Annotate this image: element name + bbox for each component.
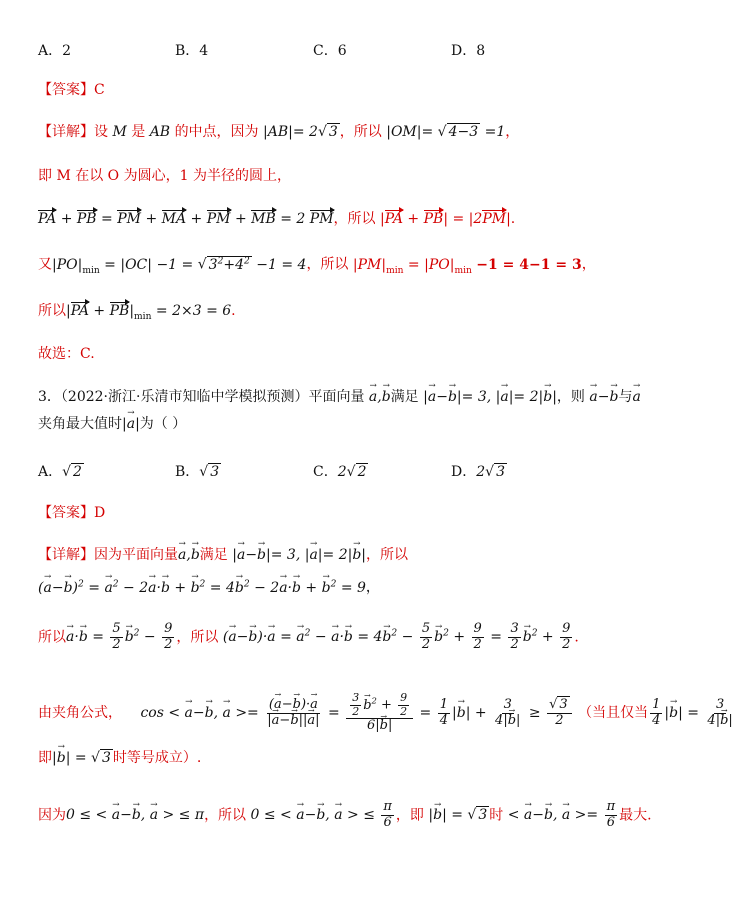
detail-q2-line2: 即 M 在以 O 为圆心，1 为半径的圆上， bbox=[38, 168, 291, 184]
detail-q3-line3: 所以→ a·→ b = $\frac{5}{2}$ → $b^2$ − $\frac{9}{2}$ ，所以 (→ a−→ b)·→ a = → $a^2$ − → $a\cdot\to b = 4\to b^2$ − $\frac{5}{2}$ → $b^2$ + $\frac{9}{2}$ = $\frac{3}{2}$ → $b^2$ + $\frac{9}{2}$ . bbox=[38, 622, 579, 653]
conclusion-q2: 故选：C. bbox=[38, 346, 95, 362]
detail-q3-line5: 即|→ b| = √ 3 时等号成立）. bbox=[38, 750, 201, 767]
q3-choice-b: B．√ 3 bbox=[175, 464, 220, 480]
choice-b: B．4 bbox=[175, 43, 209, 59]
detail-q3-line6: 因为0 ≤ < → a−→ b, → a > ≤ π，所以 0 ≤ < → a−→ b, → a > ≤ $\frac{\pi}{6}$ ，即 |→ b| = √ 3 时 < → a−→ b, → a >= $\frac{\pi}{6}$ 最大. bbox=[38, 800, 652, 831]
q3-stem-line2: 夹角最大值时|→ a|为（ ） bbox=[38, 416, 186, 433]
detail-q2-line1: 【详解】设 M 是 AB 的中点，因为 |AB|= 2√ 3 ，所以 |OM|= √ 4−3 =1， bbox=[38, 124, 520, 140]
choice-c: C．6 bbox=[313, 43, 347, 59]
choice-d: D．8 bbox=[451, 43, 486, 59]
detail-q2-line3: PA + PB = PM + MA + PM + MB = 2 PM，所以 |PA + PB| = |2PM|. bbox=[38, 211, 516, 227]
detail-q3-line1: 【详解】因为平面向量→ a,→ b满足 |→ a−→ b|= 3, |→ a|= 2|→ b|，所以 bbox=[38, 547, 408, 564]
answer-q2: 【答案】C bbox=[38, 82, 105, 98]
detail-q2-line5: 所以$|PA + PB|_{min} = 2\times 3 = 6$. bbox=[38, 303, 236, 322]
q3-choice-c: C．2√ 2 bbox=[313, 464, 367, 480]
choice-a: A．2 bbox=[38, 43, 72, 59]
detail-q3-line4: 由夹角公式， cos < → a−→ b, → a >= $\frac{(\to a-\to b)\cdot\to a}{|\to a-\to b||\to a|}$ = $\frac{3}{2}$ → $b^2$ + $\frac{9}{2}$ 6|→ b| = $\frac{1}{4}$ |→ b| + $\frac{3}{4|\to b|}$ ≥ $\frac{√ 3}{2}$ （当且仅当 $\frac{1}{4}$ |→ b| = $\frac{3}{4|\to b|}$ bbox=[38, 692, 737, 734]
detail-q2-line4: 又$|PO|_{min} = |OC| -1$ = √ $3^2+4^2 -1 = 4$，所以 $|PM|_{min} = |PO|_{min} -1 = 4-1 = 3$， bbox=[38, 256, 596, 276]
q3-stem-line1: 3．（2022·浙江·乐清市知临中学模拟预测）平面向量 → a,→ b满足 |→ a−→ b|= 3, |→ a|= 2|→ b|，则 → a−→ b与→ a bbox=[38, 389, 641, 406]
detail-q3-line2: (→ a−→ b)$^2$ = → $a^2 - 2\to a\cdot\to b$ + → $b^2 = 4\to b^2 - 2\to a\cdot\to b$ + → $b^2 = 9$， bbox=[38, 579, 380, 596]
q3-choice-a: A．√ 2 bbox=[38, 464, 82, 480]
q3-choice-d: D．2√ 3 bbox=[451, 464, 505, 480]
answer-q3: 【答案】D bbox=[38, 505, 106, 521]
